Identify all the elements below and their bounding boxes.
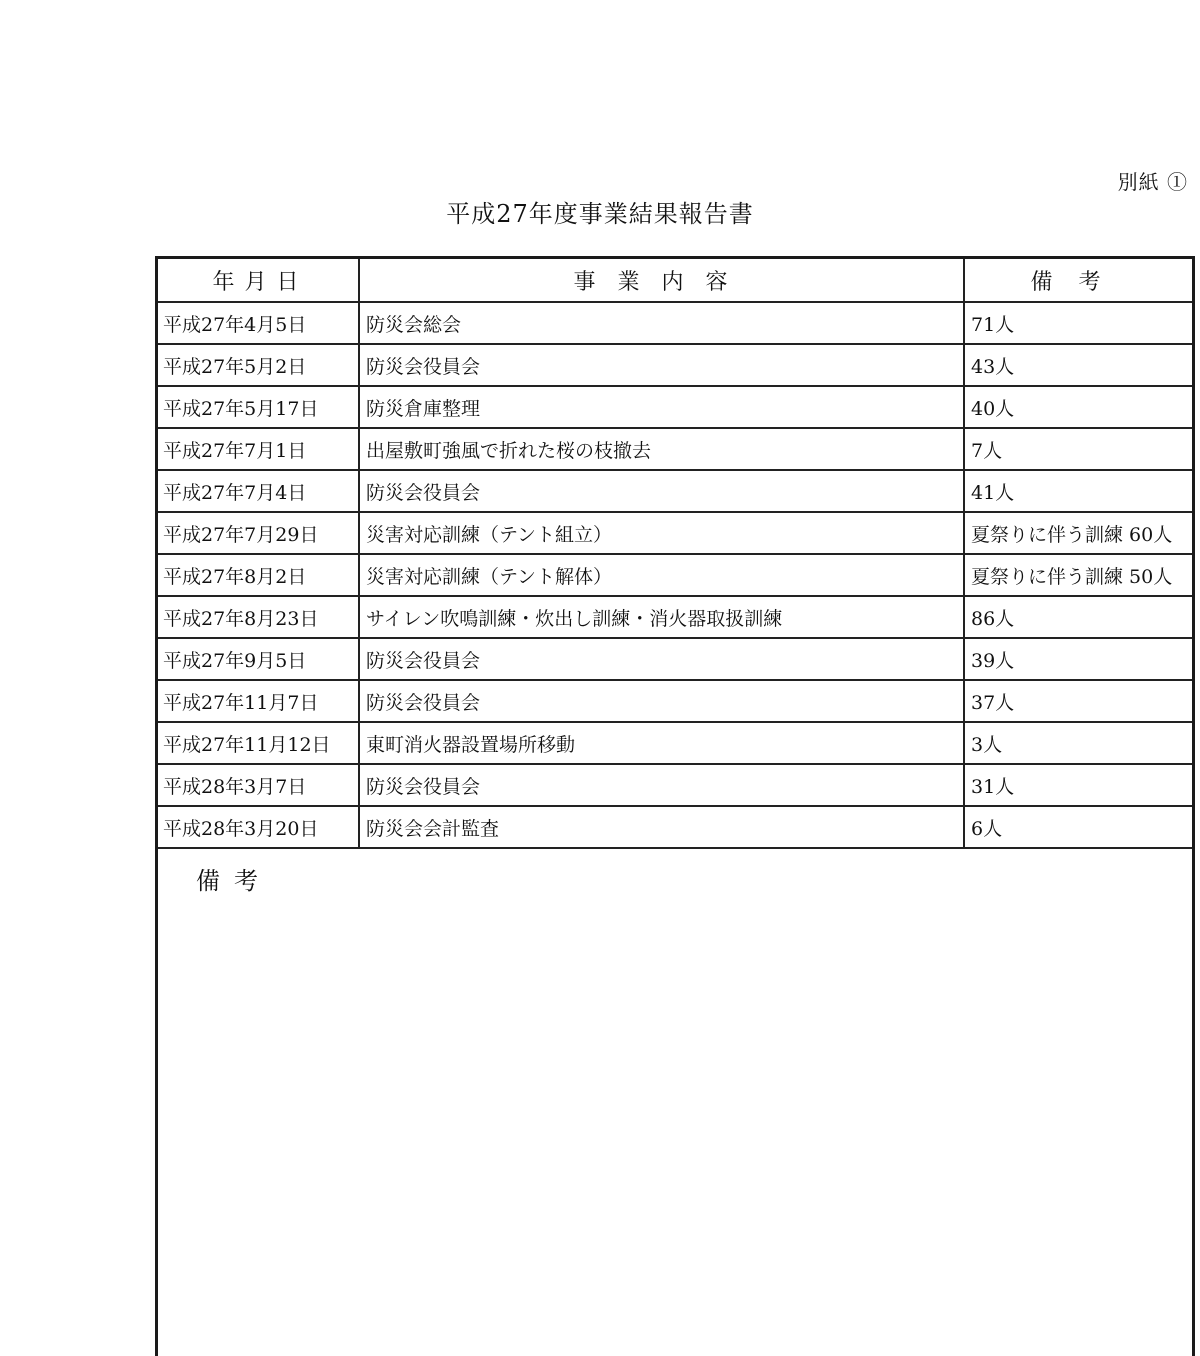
column-header-remarks: 備考 (964, 259, 1192, 302)
table-row (158, 638, 1192, 680)
notes-label: 備考 (196, 867, 272, 895)
row-content: 防災会役員会 (359, 764, 964, 806)
page-title: 平成27年度事業結果報告書 (446, 200, 754, 228)
row-date: 平成27年7月4日 (158, 470, 359, 512)
row-remarks: 6人 (964, 806, 1192, 848)
row-content: 防災会役員会 (359, 344, 964, 386)
row-date: 平成27年5月2日 (158, 344, 359, 386)
table-row (158, 596, 1192, 638)
table-row (158, 680, 1192, 722)
table-row (158, 470, 1192, 512)
row-remarks: 7人 (964, 428, 1192, 470)
column-header-content: 事業内容 (359, 259, 964, 302)
row-content: 災害対応訓練（テント解体） (359, 554, 964, 596)
row-content: 出屋敷町強風で折れた桜の枝撤去 (359, 428, 964, 470)
row-remarks: 39人 (964, 638, 1192, 680)
notes-section (158, 849, 1192, 1349)
row-date: 平成28年3月7日 (158, 764, 359, 806)
row-remarks: 40人 (964, 386, 1192, 428)
row-content: 防災倉庫整理 (359, 386, 964, 428)
row-content: サイレン吹鳴訓練・炊出し訓練・消火器取扱訓練 (359, 596, 964, 638)
table-row (158, 764, 1192, 806)
row-remarks: 43人 (964, 344, 1192, 386)
row-remarks: 41人 (964, 470, 1192, 512)
table-row (158, 722, 1192, 764)
table-row (158, 302, 1192, 344)
table-row (158, 428, 1192, 470)
row-date: 平成27年4月5日 (158, 302, 359, 344)
row-remarks: 86人 (964, 596, 1192, 638)
table-row (158, 386, 1192, 428)
row-remarks: 3人 (964, 722, 1192, 764)
row-date: 平成27年11月12日 (158, 722, 359, 764)
row-date: 平成27年9月5日 (158, 638, 359, 680)
row-date: 平成27年7月1日 (158, 428, 359, 470)
row-date: 平成27年5月17日 (158, 386, 359, 428)
row-remarks: 夏祭りに伴う訓練 50人 (964, 554, 1192, 596)
row-date: 平成27年8月23日 (158, 596, 359, 638)
row-remarks: 71人 (964, 302, 1192, 344)
row-content: 防災会会計監査 (359, 806, 964, 848)
row-date: 平成27年11月7日 (158, 680, 359, 722)
attachment-label: 別紙 ① (1117, 170, 1188, 194)
row-date: 平成27年8月2日 (158, 554, 359, 596)
table-row (158, 806, 1192, 848)
row-content: 防災会役員会 (359, 638, 964, 680)
table-header-row (158, 259, 1192, 302)
row-remarks: 37人 (964, 680, 1192, 722)
row-date: 平成27年7月29日 (158, 512, 359, 554)
row-date: 平成28年3月20日 (158, 806, 359, 848)
row-content: 災害対応訓練（テント組立） (359, 512, 964, 554)
table-row (158, 344, 1192, 386)
activity-table (158, 259, 1192, 849)
report-sheet (155, 256, 1195, 1356)
row-content: 東町消火器設置場所移動 (359, 722, 964, 764)
row-remarks: 31人 (964, 764, 1192, 806)
table-row (158, 512, 1192, 554)
row-remarks: 夏祭りに伴う訓練 60人 (964, 512, 1192, 554)
table-row (158, 554, 1192, 596)
column-header-date: 年月日 (158, 259, 359, 302)
row-content: 防災会役員会 (359, 470, 964, 512)
row-content: 防災会役員会 (359, 680, 964, 722)
row-content: 防災会総会 (359, 302, 964, 344)
